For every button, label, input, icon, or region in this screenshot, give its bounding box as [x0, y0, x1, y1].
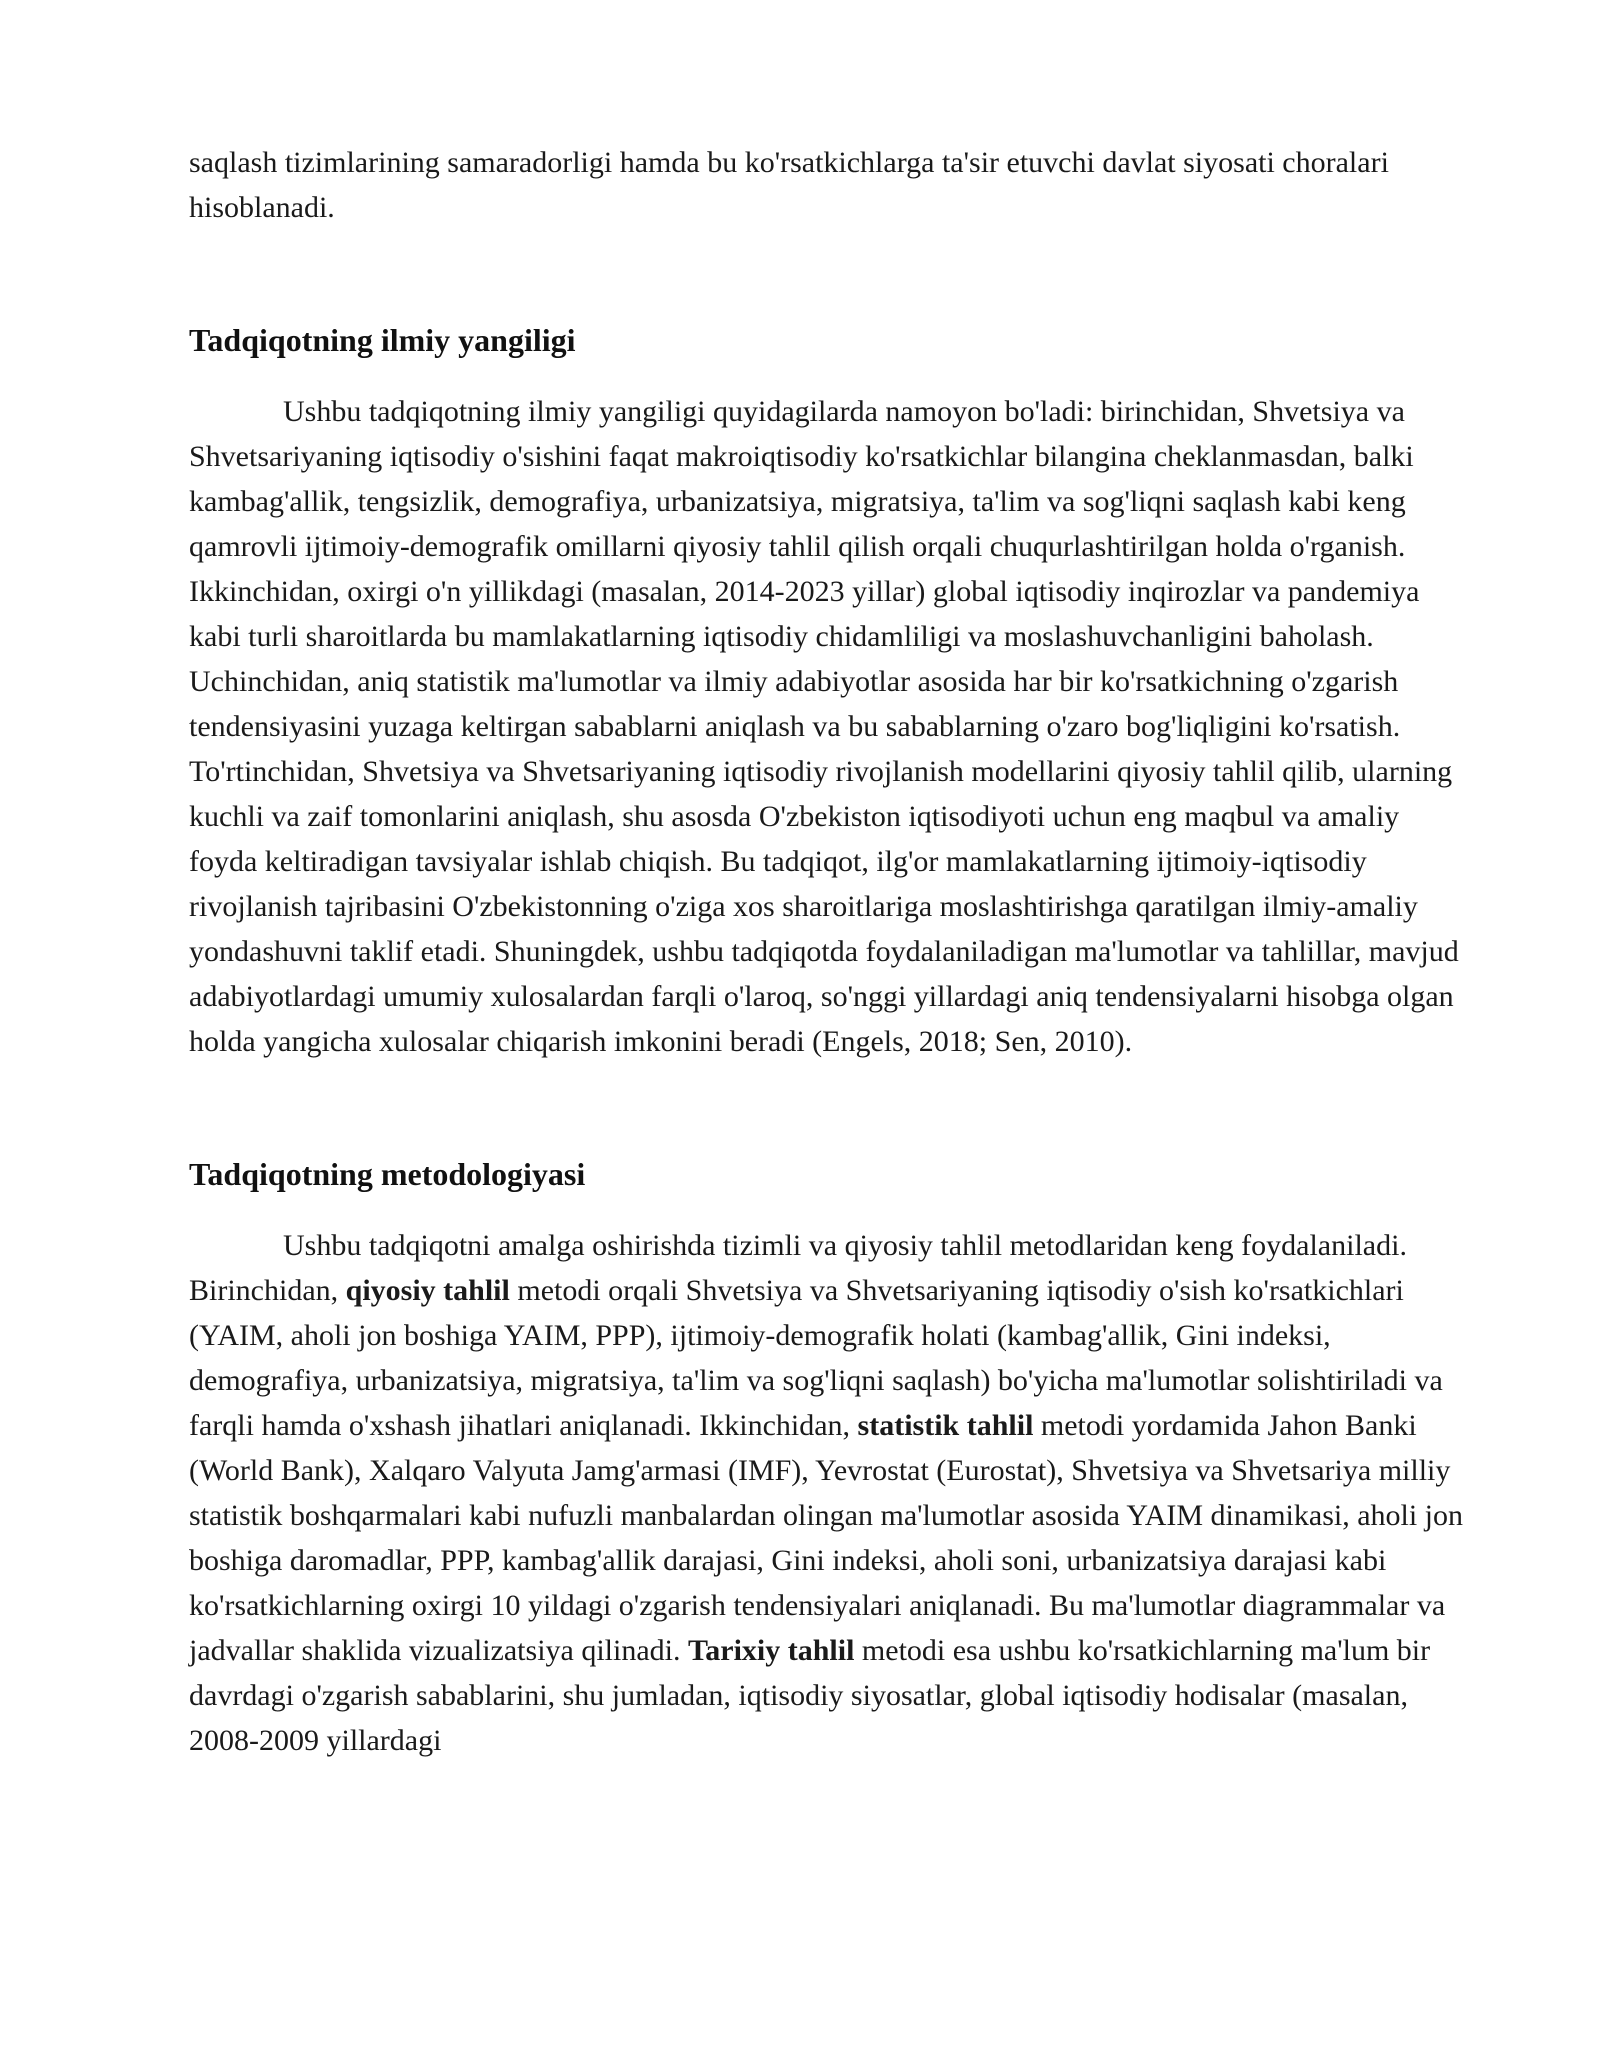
methodology-text-end: metodi esa ushbu ko'rsatkichlarning ma'lum bir davrdagi o'zgarish sabablarini, shu jumladan, iqtisodiy siyosatlar, global iqtisodiy hodisalar (masalan, 2008-2009 yillardagi: [189, 1634, 1431, 1757]
bold-term-historical: Tarixiy tahlil: [688, 1634, 855, 1667]
section-heading-methodology: Tadqiqotning metodologiyasi: [189, 1156, 586, 1192]
document-page: [189, 140, 1469, 1763]
methodology-text-mid-1: metodi orqali Shvetsiya va Shvetsariyaning iqtisodiy o'sish ko'rsatkichlari (YAIM, aholi jon boshiga YAIM, PPP), ijtimoiy-demografik holati (kambag'allik, Gini indeksi, demografiya, urbanizatsiya, migratsiya, ta'lim va sog'liqni saqlash) bo'yicha ma'lumotlar solishtiriladi va farqli hamda o'xshash jihatlari aniqlanadi. Ikkinchidan,: [189, 1274, 1443, 1442]
intro-paragraph: saqlash tizimlarining samaradorligi hamda bu ko'rsatkichlarga ta'sir etuvchi davlat siyosati choralari hisoblanadi.: [189, 146, 1389, 224]
methodology-text-mid-2: metodi yordamida Jahon Banki (World Bank), Xalqaro Valyuta Jamg'armasi (IMF), Yevrostat (Eurostat), Shvetsiya va Shvetsariya milliy statistik boshqarmalari kabi nufuzli manbalardan olingan ma'lumotlar asosida YAIM dinamikasi, aholi jon boshiga daromadlar, PPP, kambag'allik darajasi, Gini indeksi, aholi soni, urbanizatsiya darajasi kabi ko'rsatkichlarning oxirgi 10 yildagi o'zgarish tendensiyalari aniqlanadi. Bu ma'lumotlar diagrammalar va jadvallar shaklida vizualizatsiya qilinadi.: [189, 1409, 1464, 1667]
bold-term-statistical: statistik tahlil: [857, 1409, 1034, 1442]
methodology-text-start: Ushbu tadqiqotni amalga oshirishda tizimli va qiyosiy tahlil metodlaridan keng foydalaniladi. Birinchidan,: [189, 1229, 1407, 1307]
novelty-paragraph: Ushbu tadqiqotning ilmiy yangiligi quyidagilarda namoyon bo'ladi: birinchidan, Shvetsiya va Shvetsariyaning iqtisodiy o'sishini faqat makroiqtisodiy ko'rsatkichlar bilangina cheklanmasdan, balki kambag'allik, tengsizlik, demografiya, urbanizatsiya, migratsiya, ta'lim va sog'liqni saqlash kabi keng qamrovli ijtimoiy-demografik omillarni qiyosiy tahlil qilish orqali chuqurlashtirilgan holda o'rganish. Ikkinchidan, oxirgi o'n yillikdagi (masalan, 2014-2023 yillar) global iqtisodiy inqirozlar va pandemiya kabi turli sharoitlarda bu mamlakatlarning iqtisodiy chidamliligi va moslashuvchanligini baholash. Uchinchidan, aniq statistik ma'lumotlar va ilmiy adabiyotlar asosida har bir ko'rsatkichning o'zgarish tendensiyasini yuzaga keltirgan sabablarni aniqlash va bu sabablarning o'zaro bog'liqligini ko'rsatish. To'rtinchidan, Shvetsiya va Shvetsariyaning iqtisodiy rivojlanish modellarini qiyosiy tahlil qilib, ularning kuchli va zaif tomonlarini aniqlash, shu asosda O'zbekiston iqtisodiyoti uchun eng maqbul va amaliy foyda keltiradigan tavsiyalar ishlab chiqish. Bu tadqiqot, ilg'or mamlakatlarning ijtimoiy-iqtisodiy rivojlanish tajribasini O'zbekistonning o'ziga xos sharoitlariga moslashtirishga qaratilgan ilmiy-amaliy yondashuvni taklif etadi. Shuningdek, ushbu tadqiqotda foydalaniladigan ma'lumotlar va tahlillar, mavjud adabiyotlardagi umumiy xulosalardan farqli o'laroq, so'nggi yillardagi aniq tendensiyalarni hisobga olgan holda yangicha xulosalar chiqarish imkonini beradi (Engels, 2018; Sen, 2010).: [189, 395, 1459, 1058]
section-heading-novelty: Tadqiqotning ilmiy yangiligi: [189, 322, 576, 358]
bold-term-comparative: qiyosiy tahlil: [345, 1274, 510, 1307]
methodology-paragraph: [189, 1223, 1469, 1763]
